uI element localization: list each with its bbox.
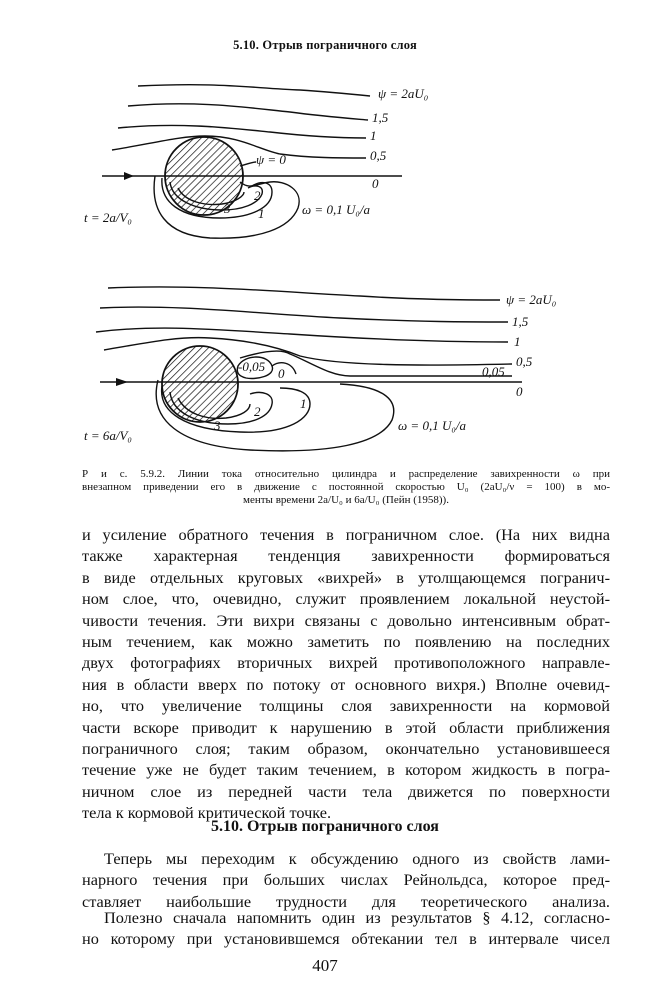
vortex-label-1: 1 (300, 396, 307, 411)
psi-label-1-5: 1,5 (372, 110, 389, 125)
omega-label: ω = 0,1 U₀/a (302, 202, 370, 217)
inner-label-zero: 0 (278, 366, 285, 381)
streamline-psi-2 (108, 287, 500, 300)
paragraph-1 (82, 524, 610, 824)
text-line: ном слое, что, очевидно, служит проявлением локальной неустой- (82, 589, 610, 609)
psi-label-0-5: 0,5 (370, 148, 387, 163)
streamline-psi-2 (138, 85, 370, 96)
caption-line: внезапном приведении его в движение с постоянной скоростью U₀ (2aU₀/ν = 100) в мо- (82, 481, 610, 493)
text-line: ным течением, как можно заметить по появлению на последних (82, 632, 610, 652)
text-line: течение уже не будет таким течением, в котором жидкость в погра- (82, 760, 610, 780)
streamline-psi-0-5 (112, 136, 366, 158)
text-line: ничном слое из передней части тела движется по поверхности (82, 781, 610, 801)
flow-arrow (116, 378, 128, 386)
caption-line: менты времени 2a/U₀ и 6a/U₀ (Пейн (1958)). (243, 494, 449, 506)
time-label: t = 6a/V₀ (84, 428, 132, 443)
text-line: нарного течения при больших числах Рейнольдса, которое пред- (82, 870, 610, 890)
psi-label-0: 0 (372, 176, 379, 191)
cylinder (162, 346, 238, 422)
streamline-psi-1 (96, 328, 508, 342)
figure-2-streamlines (0, 280, 650, 460)
figure-caption (82, 468, 610, 507)
text-line: ставляет наибольшие трудности для теоретического анализа. (82, 891, 610, 911)
caption-line: Р и с. 5.9.2. Линии тока относительно цилиндра и распределение завихренности ω при (82, 468, 610, 480)
paragraph-2 (82, 848, 610, 912)
page-number: 407 (312, 956, 338, 975)
text-line: и усиление обратного течения в пограничном слое. (На них видна (82, 525, 610, 544)
psi-label-2: ψ = 2aU₀ (378, 86, 429, 101)
vortex-label-3: 3 (224, 201, 231, 216)
text-line: двух фотографиях вторичных вихрей противоположного направле- (82, 653, 610, 673)
streamline-psi-1-5 (100, 307, 508, 322)
text-line: в виде отдельных круговых «вихрей» в утолщающемся погранич- (82, 567, 610, 587)
text-line: тела к кормовой критической точке. (82, 803, 332, 823)
figure-1-streamlines (0, 70, 650, 250)
psi-label-1: 1 (514, 334, 521, 349)
text-line: части вскоре приводит к нарушению в этой области приближения (82, 717, 610, 737)
text-line: Теперь мы переходим к обсуждению одного из свойств лами- (104, 849, 610, 868)
vortex-label-2: 2 (254, 188, 261, 203)
streamline-psi-1-5 (128, 104, 368, 120)
psi-zero-leader (240, 162, 256, 166)
vortex-label-1: 1 (258, 206, 265, 221)
cylinder (165, 137, 243, 215)
text-line: пограничного слоя; таким образом, окончательно установившееся (82, 739, 610, 759)
section-title: 5.10. Отрыв пограничного слоя (211, 818, 439, 835)
time-label: t = 2a/V₀ (84, 210, 132, 225)
psi-label-2: ψ = 2aU₀ (506, 292, 557, 307)
text-line: ния в области вверх по потоку от основного вихря.) Вполне очевид- (82, 674, 610, 694)
psi-label-0: 0 (516, 384, 523, 399)
streamline-psi-1 (118, 125, 366, 138)
psi-label-0-05: 0,05 (482, 364, 505, 379)
text-line: также характерная тенденция завихренности формироваться (82, 546, 610, 566)
text-line: но, что увеличение толщины слоя завихренности на кормовой (82, 696, 610, 716)
vortex-label-2: 2 (254, 404, 261, 419)
text-line: чивости течения. Эти вихри связаны с довольно интенсивным обрат- (82, 610, 610, 630)
text-line: но которому при установившемся обтекании тел в интервале чисел (82, 929, 610, 949)
psi-label-1-5: 1,5 (512, 314, 529, 329)
text-line: Полезно сначала напомнить один из результатов § 4.12, согласно- (104, 908, 610, 927)
running-head: 5.10. Отрыв пограничного слоя (233, 38, 417, 52)
vortex-label-3: 3 (214, 418, 221, 433)
psi-zero-label: ψ = 0 (256, 152, 286, 167)
omega-label: ω = 0,1 U₀/a (398, 418, 466, 433)
psi-label-0-5: 0,5 (516, 354, 533, 369)
psi-label-1: 1 (370, 128, 377, 143)
paragraph-3 (82, 907, 610, 950)
flow-arrow (124, 172, 134, 180)
inner-label-neg: -0,05 (238, 359, 266, 374)
